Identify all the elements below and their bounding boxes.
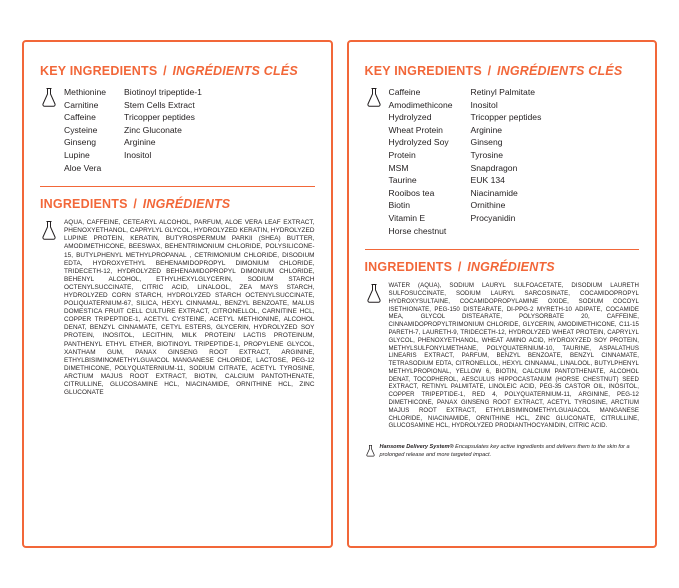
list-item: Rooibos tea [388, 187, 435, 198]
ingredients-title-en: INGREDIENTS [40, 197, 128, 212]
list-item: Cysteine [64, 124, 98, 135]
list-item: Procyanidin [470, 212, 516, 223]
list-item: Tyrosine [470, 149, 503, 160]
ingredient-card-left [22, 40, 333, 548]
key-ingredients-title-fr: INGRÉDIENTS CLÉS [172, 64, 298, 78]
title-separator: / [163, 64, 167, 78]
list-item: Arginine [124, 137, 156, 148]
list-item: Hydrolyzed Soy [388, 137, 449, 148]
list-item: Taurine [388, 175, 417, 186]
list-item: Wheat Protein [388, 124, 443, 135]
list-item: Retinyl Palmitate [470, 87, 535, 97]
ingredients-list-text: AQUA, CAFFEINE, CETEARYL ALCOHOL, PARFUM, ALOE VERA LEAF EXTRACT, PHENOXYETHANOL, CAPRYLYL GLYCOL, HYDROLYZED KERATIN, HYDROLYZED LUPINE PROTEIN, KERATIN, BUTYROSPERMUM PARKII (SHEA) BUTTER, AMODIMETHICONE, BEESWAX, BEHENTRIMONIUM CHLORIDE, POLYSILICONE-15, BUTYLPHENYL METHYLPROPANAL , CETRIMONIUM CHLORIDE, DISODIUM EDTA, HYDROXYETHYL BEHENAMIDOPROPYL DIMONIUM CHLORIDE, TRIDECETH-12, HYDROLYZED BEHENAMIDOPROPYL DIMONIUM CHLORIDE, BEHENYL ALCOHOL, ETHYLHEXYLGLYCERIN, SODIUM STARCH OCTENYLSUCCINATE, CITRIC ACID, LINALOOL, ZEA MAYS STARCH, HYDROLYZED CORN STARCH, HYDROLYZED STARCH OCTENYLSUCCINATE, POLIQUATERNIUM-67, SILICA, HEXYL CINNAMAL, BENZYL BENZOATE, MALUS DOMESTICA FRUIT CELL CULTURE EXTRACT, CITRONELLOL, CARNITINE HCL, COPPER TRIPEPTIDE-1, ACETYL CYSTEINE, ACETYL METHIONINE, ALCOHOL DENAT, BENZYL CINNAMATE, CETYL ESTERS, GLYCERIN, HYDROLYZED SOY PROTEIN, INOSITOL, LECITHIN, MILK PROTEIN/ LACTIS PROTEINUM, PANTHENYL ETHYL ETHER, BIOTINOYL TRIPEPTIDE-1, PROPYLENE GLYCOL, XANTHAM GUM, PANAX GINSENG ROOT EXTRACT, ARGININE, ETHYLBISIMINOMETHYLGUAICOL MANGANESE CHLORIDE, LACTOSE, PEG-12 DIMETHICONE, POLYQUATERNIUM-11, SODIUM CITRATE, ACETYL TYROSINE, ARCTIUM MAJUS ROOT EXTRACT, BIOTIN, CALCIUM PANTOTHENATE, CITRULLINE, GLUCOSAMINE HCL, NIACINAMIDE, ORNITHINE HCL, ZINC GLUCONATE [64, 219, 315, 397]
key-ingredients-title-right [365, 64, 640, 78]
ingredients-title-en: INGREDIENTS [364, 260, 453, 275]
list-item: Ginseng [470, 137, 503, 148]
list-item: Methionine [64, 87, 107, 97]
key-ingredients-column [64, 86, 106, 174]
list-item: Tricopper peptides [470, 112, 542, 123]
list-item: Ginseng [64, 137, 97, 148]
key-ingredients-column [471, 86, 542, 237]
list-item: Stem Cells Extract [124, 99, 195, 110]
list-item: Aloe Vera [64, 162, 102, 173]
list-item: Protein [388, 149, 416, 160]
list-item: Vitamin E [388, 212, 426, 223]
ingredients-list-text: WATER (AQUA), SODIUM LAURYL SULFOACETATE, DISODIUM LAURETH SULFOSUCCINATE, SODIUM LAURYL SARCOSINATE, COCAMIDOPROPYL HYDROXYSULTAINE, COCAMIDOPROPYLAMINE OXIDE, SODIUM COCOYL ISETHIONATE, PEG-150 DISTEARATE, DI-PPG-2 MYRETH-10 ADIPATE, COCAMIDE MEA, GLYCOL DISTEARATE, POLYSORBATE 20, CAFFEINE, CINNAMIDOPROPYLTRIMONIUM CHLORIDE, GLYCERIN, AMODIMETHICONE, C11-15 PARETH-7, LAURETH-9, TRIDECETH-12, HYDROLYZED WHEAT PROTEIN, CAPRYLYL GLYCOL, PHENOXYETHANOL, WHEAT AMINO ACID, HYDROXYZED SOY PROTEIN, METHYLSULFONYLMETHANE, POLYQUATERNIUM-10, TAURINE, ASPALATHUS LINEARIS EXTRACT, PARFUM, BENZYL BENZOATE, BENZYL CINNAMATE, TETRASODIUM EDTA, CITRONELLOL, HEXYL CINNAMAL, LINALOOL, BUTYLPHENYL METHYLPROPIONAL, YELLOW 6, BIOTIN, CALCIUM PANTOTHENATE, ALCOHOL DENAT, TOCOPHEROL, AESCULUS HIPPOCASTANUM (HORSE CHESTNUT) SEED EXTRACT, RETINYL PALMITATE, LINOLEIC ACID, PEG-35 CASTOR OIL, INOSITOL, COPPER TRIPEPTIDE-1, RED 4, POLYQUATERNIUM-11, ARGININE, PEG-12 DIMETHICONE, PANAX GINSENG ROOT EXTRACT, ACETYL TYROSINE, ARCTIUM MAJUS ROOT EXTRACT, ETHYLBISIMINOMETHYLGUAIACOL MANGANESE CHLORIDE, NIACINAMIDE, ORNITHINE HCL, ZINC GLUCONATE, CITRULLINE, GLUCOSAMINE HCL, HYDROLYZED PRODIANTHOCYANIDIN, CITRIC ACID. [388, 282, 639, 430]
list-item: Horse chestnut [388, 225, 447, 236]
list-item: Caffeine [64, 112, 96, 123]
title-separator: / [487, 64, 492, 78]
divider [365, 249, 640, 250]
list-item: Arginine [470, 124, 503, 135]
ingredients-block-right [365, 282, 640, 430]
list-item: Inositol [470, 99, 498, 110]
flask-icon [40, 219, 58, 245]
ingredients-block-left [40, 219, 315, 397]
list-item: Biotinoyl tripeptide-1 [124, 87, 202, 97]
list-item: Hydrolyzed [388, 112, 432, 123]
key-ingredients-column [124, 86, 202, 174]
list-item: Caffeine [388, 87, 421, 97]
key-ingredients-title-en: KEY INGREDIENTS [40, 64, 158, 78]
list-item: Biotin [388, 200, 410, 211]
list-item: MSM [388, 162, 409, 173]
ingredients-title-fr: INGRÉDIENTS [467, 260, 555, 275]
title-separator: / [457, 260, 462, 275]
title-separator: / [133, 197, 137, 212]
list-item: Tricopper peptides [124, 112, 195, 123]
list-item: Carnitine [64, 99, 99, 110]
key-ingredients-columns-left [64, 86, 315, 174]
list-item: Amodimethicone [388, 99, 453, 110]
list-item: Inositol [124, 149, 152, 160]
delivery-system-footnote [365, 444, 640, 461]
key-ingredients-block-right [365, 86, 640, 237]
list-item: Zinc Gluconate [124, 124, 182, 135]
key-ingredients-title-fr: INGRÉDIENTS CLÉS [496, 64, 623, 78]
ingredients-title-left [40, 197, 315, 211]
footnote-text: Encapsulates key active ingredients and delivers them to the skin for a prolonged release and more targeted impact. [379, 444, 630, 458]
list-item: Ornithine [470, 200, 506, 211]
ingredient-card-right [347, 40, 658, 548]
list-item: Niacinamide [470, 187, 518, 198]
divider [40, 186, 315, 187]
footnote-label: Hansome Delivery System® [379, 444, 454, 451]
list-item: Lupine [64, 149, 90, 160]
ingredients-title-fr: INGRÉDIENTS [142, 197, 231, 212]
key-ingredients-columns-right [389, 86, 640, 237]
key-ingredients-block-left [40, 86, 315, 174]
key-ingredients-title-en: KEY INGREDIENTS [364, 64, 482, 78]
key-ingredients-title-left [40, 64, 315, 78]
flask-icon [40, 86, 58, 112]
flask-icon [365, 282, 383, 308]
key-ingredients-column [389, 86, 453, 237]
flask-icon [365, 444, 376, 461]
flask-icon [365, 86, 383, 112]
list-item: EUK 134 [470, 175, 505, 186]
list-item: Snapdragon [470, 162, 518, 173]
ingredients-title-right [365, 260, 640, 274]
